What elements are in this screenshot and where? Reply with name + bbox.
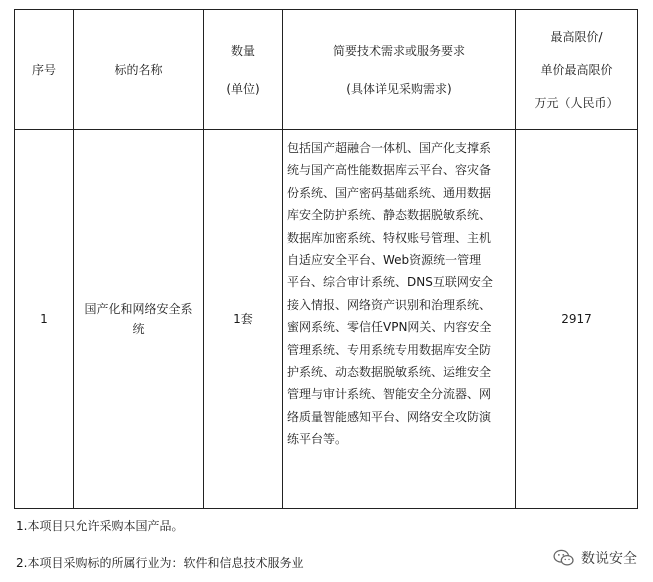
row-name xyxy=(74,130,203,508)
row-qty-text: 1套 xyxy=(233,312,253,326)
row-name-line2: 统 xyxy=(132,322,145,336)
desc-line: 包括国产超融合一体机、国产化支撑系 xyxy=(287,141,492,155)
header-price-line3: 万元（人民币） xyxy=(534,95,619,110)
desc-line: 接入情报、网络资产识别和治理系统、 xyxy=(287,297,492,312)
header-name xyxy=(74,10,203,129)
row-qty xyxy=(204,130,282,508)
note-1: 1.本项目只允许采购本国产品。 xyxy=(16,519,184,533)
header-seq-text: 序号 xyxy=(31,62,56,77)
row-desc xyxy=(287,137,517,451)
header-desc xyxy=(283,10,515,129)
table-border-right xyxy=(637,9,638,509)
watermark-text: 数说安全 xyxy=(581,551,637,567)
desc-line: 练平台等。 xyxy=(287,432,348,447)
header-qty-line2: (单位) xyxy=(226,81,260,96)
row-seq-text: 1 xyxy=(40,312,48,326)
desc-line: 管理与审计系统、智能安全分流器、网 xyxy=(287,387,492,402)
header-price xyxy=(516,10,637,129)
procurement-table xyxy=(14,9,638,509)
desc-line: 库安全防护系统、静态数据脱敏系统、 xyxy=(287,208,492,223)
row-price-text: 2917 xyxy=(561,312,592,326)
note-2: 2.本项目采购标的所属行业为：软件和信息技术服务业 xyxy=(16,556,304,570)
wechat-icon xyxy=(553,549,575,567)
row-name-line1: 国产化和网络安全系 xyxy=(84,302,193,316)
desc-line: 络质量智能感知平台、网络安全攻防演 xyxy=(287,409,492,424)
desc-line: 统与国产高性能数据库云平台、容灾备 xyxy=(287,163,492,178)
row-seq xyxy=(15,130,73,508)
header-desc-line1: 简要技术需求或服务要求 xyxy=(332,43,465,58)
desc-line: 护系统、动态数据脱敏系统、运维安全 xyxy=(287,365,492,380)
desc-line: 平台、综合审计系统、DNS互联网安全 xyxy=(287,275,493,290)
desc-line: 数据库加密系统、特权账号管理、主机 xyxy=(287,230,492,245)
header-qty xyxy=(204,10,282,129)
desc-line: 蜜网系统、零信任VPN网关、内容安全 xyxy=(287,320,492,335)
desc-line: 自适应安全平台、Web资源统一管理 xyxy=(287,253,482,268)
watermark xyxy=(553,548,637,568)
header-qty-line1: 数量 xyxy=(230,43,255,58)
header-price-line1: 最高限价/ xyxy=(550,29,603,44)
desc-line: 份系统、国产密码基础系统、通用数据 xyxy=(287,185,492,200)
desc-line: 管理系统、专用系统专用数据库安全防 xyxy=(287,342,492,357)
header-name-text: 标的名称 xyxy=(114,62,163,77)
header-desc-line2: (具体详见采购需求) xyxy=(346,81,452,96)
header-price-line2: 单价最高限价 xyxy=(540,62,613,77)
row-price xyxy=(516,130,637,508)
table-border-bottom xyxy=(14,508,638,509)
header-seq xyxy=(15,10,73,129)
